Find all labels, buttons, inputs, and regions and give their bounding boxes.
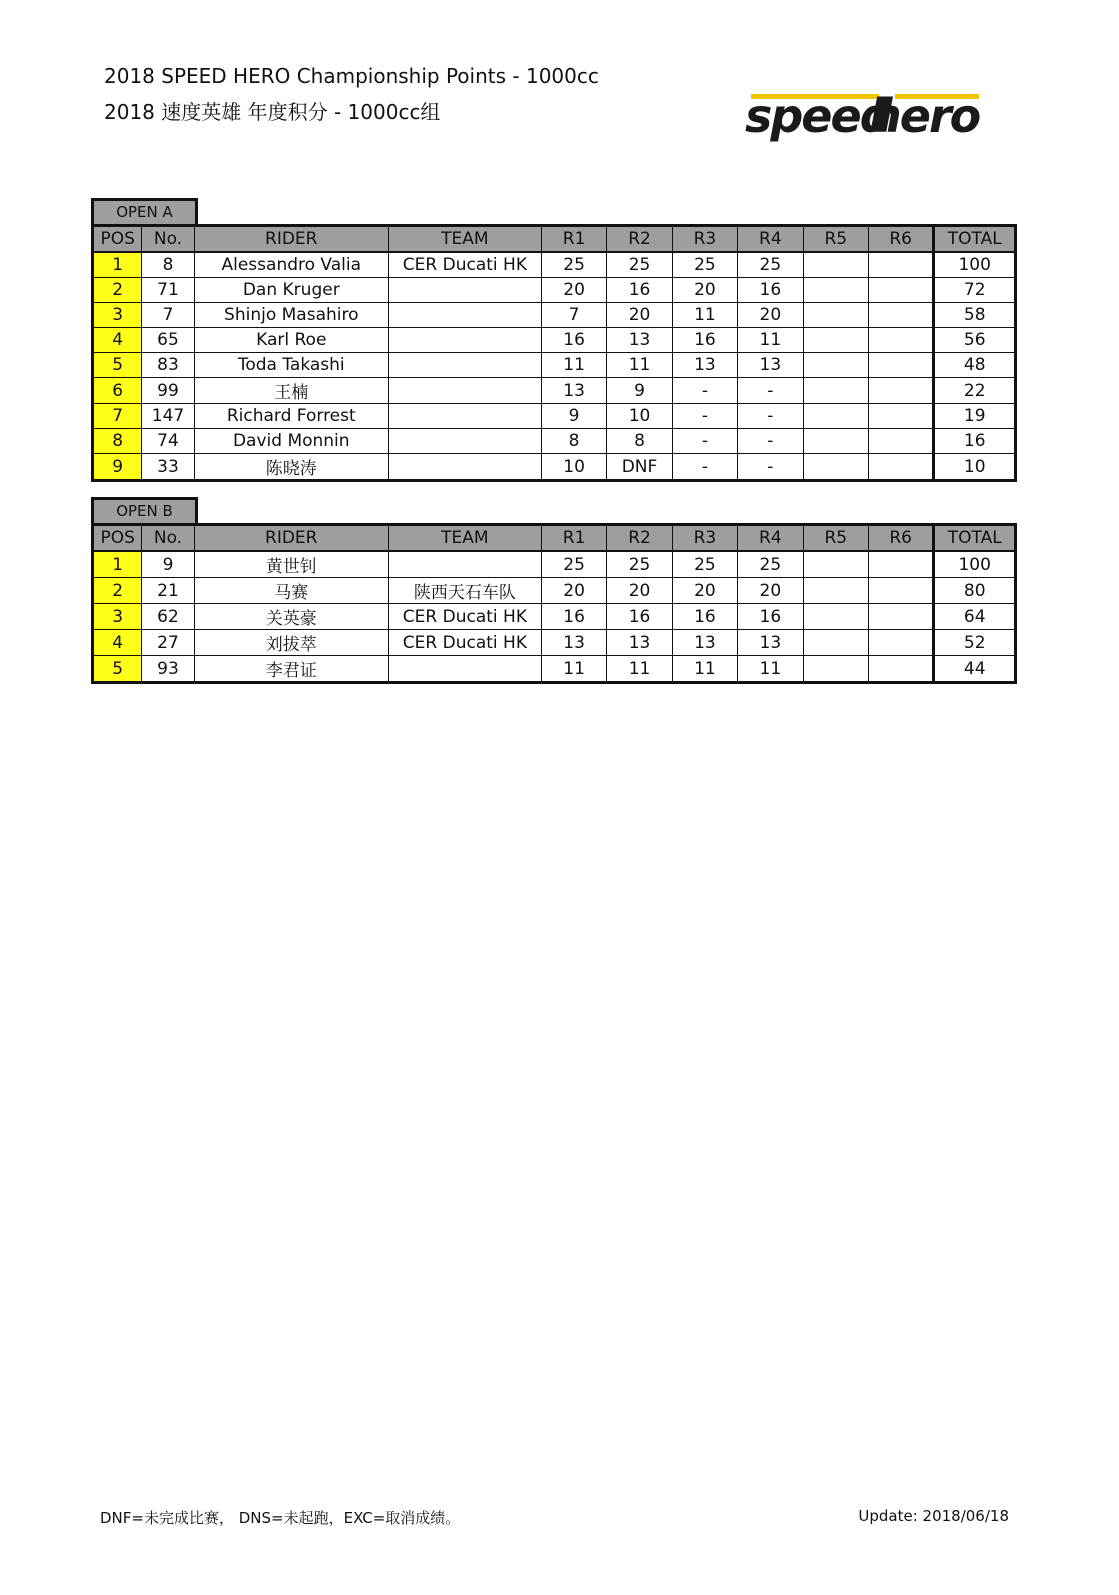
cell-r1: 25	[541, 252, 606, 278]
cell-r5	[803, 252, 868, 278]
cell-r4: 20	[738, 578, 803, 604]
cell-pos: 9	[93, 454, 142, 481]
table-row	[93, 404, 1016, 429]
cell-r3: -	[672, 454, 737, 481]
cell-rider: 李君证	[194, 656, 388, 683]
cell-r3: 16	[672, 604, 737, 630]
cell-r5	[803, 630, 868, 656]
cell-number: 147	[142, 404, 194, 429]
column-header-r5: R5	[803, 525, 868, 552]
cell-total: 52	[934, 630, 1016, 656]
cell-team	[388, 404, 541, 429]
cell-r4: 25	[738, 252, 803, 278]
cell-total: 48	[934, 353, 1016, 378]
cell-rider: Richard Forrest	[194, 404, 388, 429]
cell-r1: 8	[541, 429, 606, 454]
column-header-r6: R6	[868, 226, 933, 253]
table-row	[93, 630, 1016, 656]
cell-number: 71	[142, 278, 194, 303]
cell-r4: 25	[738, 551, 803, 578]
cell-r2: 11	[607, 656, 672, 683]
cell-r2: 13	[607, 328, 672, 353]
column-header-rider: RIDER	[194, 525, 388, 552]
cell-r6	[868, 454, 933, 481]
cell-pos: 4	[93, 328, 142, 353]
cell-number: 62	[142, 604, 194, 630]
cell-rider: 陈晓涛	[194, 454, 388, 481]
cell-r4: 16	[738, 604, 803, 630]
cell-team	[388, 551, 541, 578]
column-header-r6: R6	[868, 525, 933, 552]
cell-r3: 13	[672, 353, 737, 378]
table-row	[93, 454, 1016, 481]
cell-r1: 13	[541, 378, 606, 404]
cell-r6	[868, 404, 933, 429]
cell-r4: 11	[738, 656, 803, 683]
cell-number: 99	[142, 378, 194, 404]
cell-total: 100	[934, 551, 1016, 578]
section-tab: OPEN B	[91, 497, 198, 523]
cell-r4: -	[738, 378, 803, 404]
cell-pos: 5	[93, 353, 142, 378]
cell-r2: 13	[607, 630, 672, 656]
cell-team: CER Ducati HK	[388, 630, 541, 656]
cell-team	[388, 378, 541, 404]
title-english: 2018 SPEED HERO Championship Points - 1000cc	[104, 64, 599, 88]
cell-r6	[868, 656, 933, 683]
cell-r4: 13	[738, 630, 803, 656]
cell-total: 72	[934, 278, 1016, 303]
cell-number: 27	[142, 630, 194, 656]
cell-number: 74	[142, 429, 194, 454]
cell-r4: -	[738, 454, 803, 481]
cell-team	[388, 454, 541, 481]
cell-r5	[803, 656, 868, 683]
cell-r5	[803, 303, 868, 328]
cell-r2: 8	[607, 429, 672, 454]
cell-r4: -	[738, 429, 803, 454]
cell-r1: 16	[541, 604, 606, 630]
cell-r6	[868, 630, 933, 656]
cell-rider: David Monnin	[194, 429, 388, 454]
cell-r6	[868, 551, 933, 578]
cell-r3: 13	[672, 630, 737, 656]
cell-r3: 11	[672, 303, 737, 328]
cell-rider: Dan Kruger	[194, 278, 388, 303]
table-header-row	[93, 525, 1016, 552]
cell-r2: 11	[607, 353, 672, 378]
cell-pos: 2	[93, 578, 142, 604]
cell-r5	[803, 404, 868, 429]
cell-team	[388, 656, 541, 683]
cell-number: 9	[142, 551, 194, 578]
cell-number: 65	[142, 328, 194, 353]
speedhero-logo	[745, 80, 995, 152]
cell-number: 33	[142, 454, 194, 481]
table-row	[93, 551, 1016, 578]
table-row	[93, 604, 1016, 630]
cell-r3: 20	[672, 278, 737, 303]
column-header-r4: R4	[738, 226, 803, 253]
cell-r1: 7	[541, 303, 606, 328]
section-open-a	[91, 198, 1017, 482]
cell-team	[388, 429, 541, 454]
column-header-team: TEAM	[388, 226, 541, 253]
cell-rider: Karl Roe	[194, 328, 388, 353]
cell-r1: 11	[541, 656, 606, 683]
cell-r5	[803, 278, 868, 303]
column-header-rider: RIDER	[194, 226, 388, 253]
cell-pos: 5	[93, 656, 142, 683]
cell-total: 22	[934, 378, 1016, 404]
column-header-r2: R2	[607, 226, 672, 253]
table-row	[93, 656, 1016, 683]
cell-r2: 25	[607, 252, 672, 278]
cell-number: 7	[142, 303, 194, 328]
column-header-number: No.	[142, 226, 194, 253]
column-header-pos: POS	[93, 525, 142, 552]
title-chinese: 2018 速度英雄 年度积分 - 1000cc组	[104, 100, 441, 124]
footer-update: Update: 2018/06/18	[858, 1507, 1009, 1525]
cell-r1: 11	[541, 353, 606, 378]
cell-rider: 刘拔萃	[194, 630, 388, 656]
cell-r2: 25	[607, 551, 672, 578]
cell-team: CER Ducati HK	[388, 604, 541, 630]
column-header-r1: R1	[541, 525, 606, 552]
table-row	[93, 303, 1016, 328]
cell-r1: 20	[541, 278, 606, 303]
column-header-total: TOTAL	[934, 226, 1016, 253]
cell-r1: 16	[541, 328, 606, 353]
cell-r1: 9	[541, 404, 606, 429]
cell-r3: 11	[672, 656, 737, 683]
column-header-number: No.	[142, 525, 194, 552]
column-header-team: TEAM	[388, 525, 541, 552]
column-header-r2: R2	[607, 525, 672, 552]
cell-r3: 25	[672, 551, 737, 578]
cell-rider: 王楠	[194, 378, 388, 404]
cell-pos: 6	[93, 378, 142, 404]
cell-total: 10	[934, 454, 1016, 481]
column-header-total: TOTAL	[934, 525, 1016, 552]
cell-number: 8	[142, 252, 194, 278]
cell-total: 100	[934, 252, 1016, 278]
cell-rider: 黄世钊	[194, 551, 388, 578]
cell-r1: 10	[541, 454, 606, 481]
cell-total: 58	[934, 303, 1016, 328]
cell-pos: 3	[93, 604, 142, 630]
cell-r2: 10	[607, 404, 672, 429]
cell-r5	[803, 429, 868, 454]
cell-r4: 13	[738, 353, 803, 378]
cell-rider: 关英豪	[194, 604, 388, 630]
cell-r2: 20	[607, 303, 672, 328]
cell-r5	[803, 578, 868, 604]
cell-team	[388, 328, 541, 353]
cell-pos: 3	[93, 303, 142, 328]
cell-team: CER Ducati HK	[388, 252, 541, 278]
cell-total: 80	[934, 578, 1016, 604]
cell-r2: 20	[607, 578, 672, 604]
cell-r2: 9	[607, 378, 672, 404]
column-header-pos: POS	[93, 226, 142, 253]
cell-r3: 16	[672, 328, 737, 353]
cell-r6	[868, 252, 933, 278]
cell-r1: 20	[541, 578, 606, 604]
cell-r3: -	[672, 378, 737, 404]
cell-r6	[868, 328, 933, 353]
cell-team	[388, 353, 541, 378]
cell-number: 83	[142, 353, 194, 378]
cell-pos: 8	[93, 429, 142, 454]
cell-r6	[868, 604, 933, 630]
column-header-r1: R1	[541, 226, 606, 253]
cell-r5	[803, 551, 868, 578]
cell-r3: -	[672, 429, 737, 454]
cell-r4: 11	[738, 328, 803, 353]
cell-rider: Shinjo Masahiro	[194, 303, 388, 328]
cell-r4: 16	[738, 278, 803, 303]
cell-r2: 16	[607, 278, 672, 303]
column-header-r3: R3	[672, 226, 737, 253]
cell-r6	[868, 303, 933, 328]
cell-team: 陕西天石车队	[388, 578, 541, 604]
cell-rider: Alessandro Valia	[194, 252, 388, 278]
cell-r5	[803, 378, 868, 404]
section-tab: OPEN A	[91, 198, 198, 224]
table-row	[93, 328, 1016, 353]
cell-pos: 1	[93, 551, 142, 578]
cell-r4: -	[738, 404, 803, 429]
cell-number: 21	[142, 578, 194, 604]
table-header-row	[93, 226, 1016, 253]
points-table	[91, 523, 1017, 684]
table-row	[93, 429, 1016, 454]
cell-total: 64	[934, 604, 1016, 630]
column-header-r4: R4	[738, 525, 803, 552]
cell-r6	[868, 353, 933, 378]
table-row	[93, 353, 1016, 378]
svg-text:speed: speed	[745, 89, 891, 143]
cell-r6	[868, 278, 933, 303]
cell-pos: 7	[93, 404, 142, 429]
cell-rider: 马赛	[194, 578, 388, 604]
cell-team	[388, 303, 541, 328]
cell-pos: 1	[93, 252, 142, 278]
cell-r6	[868, 429, 933, 454]
cell-r2: 16	[607, 604, 672, 630]
cell-r5	[803, 353, 868, 378]
cell-r5	[803, 328, 868, 353]
cell-r3: 20	[672, 578, 737, 604]
column-header-r5: R5	[803, 226, 868, 253]
cell-total: 16	[934, 429, 1016, 454]
table-row	[93, 378, 1016, 404]
cell-r3: -	[672, 404, 737, 429]
cell-pos: 2	[93, 278, 142, 303]
cell-total: 56	[934, 328, 1016, 353]
cell-r1: 25	[541, 551, 606, 578]
section-open-b	[91, 497, 1017, 684]
table-row	[93, 578, 1016, 604]
cell-r4: 20	[738, 303, 803, 328]
cell-team	[388, 278, 541, 303]
cell-r6	[868, 578, 933, 604]
column-header-r3: R3	[672, 525, 737, 552]
cell-r6	[868, 378, 933, 404]
cell-total: 44	[934, 656, 1016, 683]
cell-number: 93	[142, 656, 194, 683]
cell-r5	[803, 454, 868, 481]
cell-r2: DNF	[607, 454, 672, 481]
cell-r1: 13	[541, 630, 606, 656]
cell-pos: 4	[93, 630, 142, 656]
cell-r3: 25	[672, 252, 737, 278]
points-table	[91, 224, 1017, 482]
svg-text:hero: hero	[869, 89, 980, 143]
cell-total: 19	[934, 404, 1016, 429]
cell-rider: Toda Takashi	[194, 353, 388, 378]
cell-r5	[803, 604, 868, 630]
footer-legend: DNF=未完成比赛， DNS=未起跑，EXC=取消成绩。	[100, 1509, 461, 1527]
table-row	[93, 252, 1016, 278]
table-row	[93, 278, 1016, 303]
